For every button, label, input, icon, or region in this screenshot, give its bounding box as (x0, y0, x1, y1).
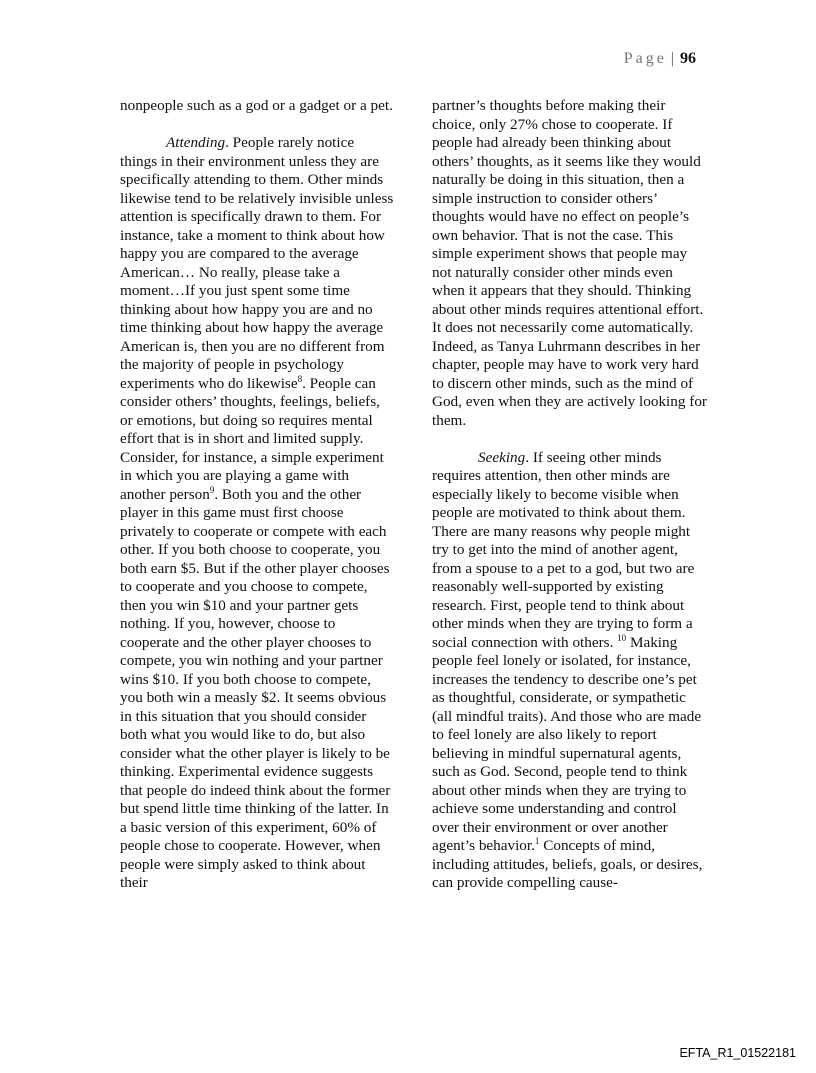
seeking-text-3: Concepts of mind, including attitudes, beliefs, goals, or desires, can provide compelling cause- (432, 837, 703, 891)
page-label: Page (623, 50, 667, 67)
footnote-ref-1: 1 (534, 835, 540, 846)
attending-text-1: . People rarely notice things in their environment unless they are specifically attending to them. Other minds likewise tend to be relatively invisible unless attention is specifically drawn to them. For instance, take a moment to think about how happy you are compared to the average American… No really, please take a moment…If you just spent some time thinking about how happy you are and no time thinking about how happy the average American is, then you are no different from the majority of people in psychology experiments who do likewise (120, 134, 394, 392)
seeking-heading: Seeking (478, 448, 526, 466)
attending-paragraph (120, 134, 395, 893)
attending-text-2: . People can consider others’ thoughts, feelings, beliefs, or emotions, but doing so requires mental effort that is in short and limited supply. Consider, for instance, a simple experiment in which you are playing a game with another person (120, 374, 384, 503)
page-number: 96 (680, 50, 696, 67)
left-continuation-paragraph: nonpeople such as a god or a gadget or a pet. (120, 97, 393, 114)
page-separator: | (670, 50, 674, 67)
footnote-ref-10: 10 (617, 632, 627, 643)
left-column (120, 97, 395, 893)
right-continuation-paragraph: partner’s thoughts before making their choice, only 27% chose to cooperate. If people had already been thinking about others’ thoughts, as it seems like they would naturally be doing in this situation, then a simple instruction to consider others’ thoughts would have no effect on people’s own behavior. That is not the case. This simple experiment shows that people may not naturally consider other minds even when it appears that they should. Thinking about other minds requires attentional effort. It does not necessarily come automatically. Indeed, as Tanya Luhrmann describes in her chapter, people may have to work very hard to discern other minds, such as the mind of God, even when they are actively looking for them. (432, 97, 707, 429)
attending-heading: Attending (166, 134, 226, 151)
seeking-text-1: . If seeing other minds requires attention, then other minds are especially likely to become visible when people are motivated to think about them. There are many reasons why people might try to get into the mind of another agent, from a spouse to a pet to a god, but two are reasonably well-supported by existing research. First, people tend to think about other minds when they are trying to form a social connection with others. (432, 448, 695, 651)
seeking-paragraph (432, 449, 707, 893)
footnote-ref-8: 8 (297, 373, 303, 384)
attending-text-3: . Both you and the other player in this game must first choose privately to cooperate or compete with each other. If you both choose to cooperate, you both earn $5. But if the other player chooses to cooperate and you choose to compete, then you win $10 and your partner gets nothing. If you, however, choose to cooperate and the other player chooses to compete, you win nothing and your partner wins $10. If you both choose to compete, you both win a measly $2. It seems obvious in this situation that you should consider both what you would like to do, but also consider what the other player is likely to be thinking. Experimental evidence suggests that people do indeed think about the former but spend little time thinking of the latter. In a basic version of this experiment, 60% of people chose to cooperate. However, when people were simply asked to think about their (120, 485, 391, 891)
document-id: EFTA_R1_01522181 (679, 1046, 796, 1060)
right-column (432, 97, 707, 893)
page-header (624, 50, 696, 68)
footnote-ref-9: 9 (209, 484, 215, 495)
seeking-text-2: Making people feel lonely or isolated, for instance, increases the tendency to describe one’s pet as thoughtful, considerate, or sympathetic (all mindful traits). And those who are made to feel lonely are also likely to report believing in mindful supernatural agents, such as God. Second, people tend to think about other minds when they are trying to achieve some understanding and control over their environment or over another agent’s behavior. (432, 633, 702, 854)
